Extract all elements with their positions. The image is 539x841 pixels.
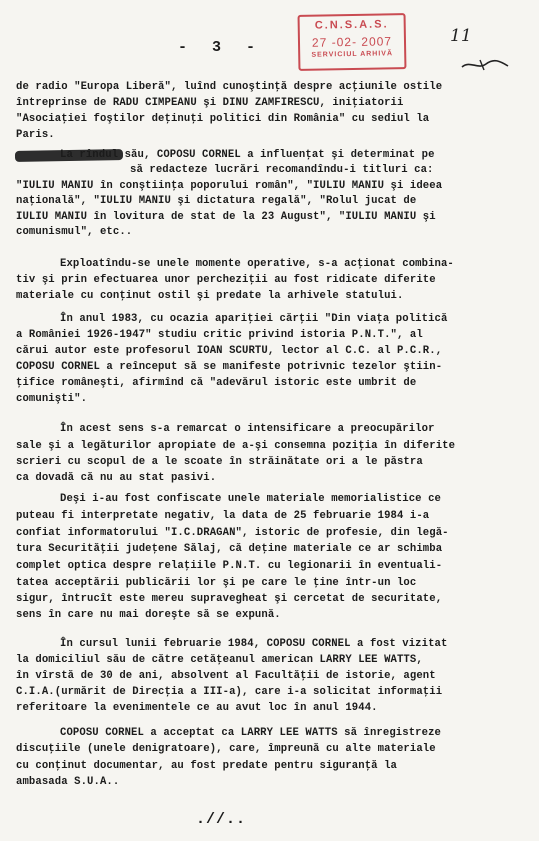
text-line: cu conţinut documentar, au fost predate pentru siguranţă la (16, 760, 397, 772)
page-number: - 3 - (178, 39, 264, 56)
text-line: materiale cu conţinut ostil şi predate la arhivele statului. (16, 290, 404, 302)
text-line: La rîndul său, COPOSU CORNEL a influenţat şi determinat pe (60, 149, 435, 161)
page-footer: .//.. (196, 811, 247, 828)
text-line: În acest sens s-a remarcat o intensificare a preocupărilor (60, 423, 435, 435)
text-line: tura Securităţii judeţene Sălaj, că deţine materiale ce ar schimba (16, 543, 443, 555)
text-line: ambasada S.U.A.. (16, 776, 120, 788)
text-line: comunismul", etc.. (16, 226, 133, 238)
text-line: În cursul lunii februarie 1984, COPOSU CORNEL a fost vizitat (60, 638, 448, 650)
text-line: referitoare la evenimentele ce au avut loc în anul 1944. (16, 702, 378, 714)
handwritten-folio-mark (460, 58, 510, 72)
archive-stamp (298, 13, 407, 71)
text-line: de radio "Europa Liberă", luînd cunoştinţă despre acţiunile ostile (16, 81, 443, 93)
text-line: ţifice româneşti, afirmînd că "adevărul istoric este umbrit de (16, 377, 417, 389)
stamp-date: 27 -02- 2007 (311, 34, 393, 50)
text-line: IULIU MANIU în lovitura de stat de la 23 August", "IULIU MANIU şi (16, 211, 436, 223)
text-line: "IULIU MANIU în conştiinţa poporului român", "IULIU MANIU şi ideea (16, 180, 443, 192)
stamp-department: SERVICIUL ARHIVĂ (311, 50, 394, 59)
text-line: ca dovadă că nu au stat pasivi. (16, 472, 217, 484)
text-line: Paris. (16, 129, 55, 141)
text-line: tiv şi prin efectuarea unor percheziţii au fost ridicate diferite (16, 274, 436, 286)
text-line: discuţiile (unele denigratoare), care, împreună cu alte materiale (16, 743, 436, 755)
stamp-organization: C.N.S.A.S. (314, 18, 389, 32)
handwritten-number: 11 (450, 26, 472, 46)
text-line: COPOSU CORNEL a acceptat ca LARRY LEE WATTS să înregistreze (60, 727, 441, 739)
text-line: naţională", "IULIU MANIU şi dictatura regală", "Rolul jucat de (16, 195, 417, 207)
text-line: să redacteze lucrări recomandîndu-i titluri ca: (130, 164, 434, 176)
text-line: sens în care nu mai doreşte să se expună. (16, 609, 281, 621)
text-line: a României 1926-1947" studiu critic privind istoria P.N.T.", al (16, 329, 423, 341)
text-line: puteau fi interpretate negativ, la data de 25 februarie 1984 i-a (16, 510, 430, 522)
text-line: În anul 1983, cu ocazia apariţiei cărţii "Din viaţa politică (60, 313, 448, 325)
text-line: complet optica despre relaţiile P.N.T. cu legionarii în eventuali- (16, 560, 443, 572)
text-line: la domiciliul său de către cetăţeanul american LARRY LEE WATTS, (16, 654, 423, 666)
text-line: întreprinse de RADU CIMPEANU şi DINU ZAMFIRESCU, iniţiatorii (16, 97, 404, 109)
text-line: tatea acceptării publicării lor şi pe care le ţine într-un loc (16, 577, 417, 589)
text-line: "Asociaţiei foştilor deţinuţi politici din România" cu sediul la (16, 113, 430, 125)
text-line: C.I.A.(urmărit de Direcţia a III-a), care i-a solicitat informaţii (16, 686, 443, 698)
text-line: Deşi i-au fost confiscate unele materiale memorialistice ce (60, 493, 441, 505)
text-line: cărui autor este profesorul IOAN SCURTU, lector al C.C. al P.C.R., (16, 345, 443, 357)
text-line: în vîrstă de 30 de ani, absolvent al Facultăţii de istorie, agent (16, 670, 436, 682)
text-line: COPOSU CORNEL a reînceput să se manifeste potrivnic tezelor ştiin- (16, 361, 443, 373)
text-line: scrieri cu scopul de a le scoate în străinătate ori a le păstra (16, 456, 423, 468)
text-line: confiat informatorului "I.C.DRAGAN", istoric de profesie, din legă- (16, 527, 449, 539)
text-line: sigur, întrucît este mereu supravegheat şi cercetat de securitate, (16, 593, 443, 605)
text-line: comunişti". (16, 393, 88, 405)
text-line: Exploatîndu-se unele momente operative, s-a acţionat combina- (60, 258, 454, 270)
text-line: sale şi a legăturilor apropiate de a-şi consemna poziţia în diferite (16, 440, 456, 452)
